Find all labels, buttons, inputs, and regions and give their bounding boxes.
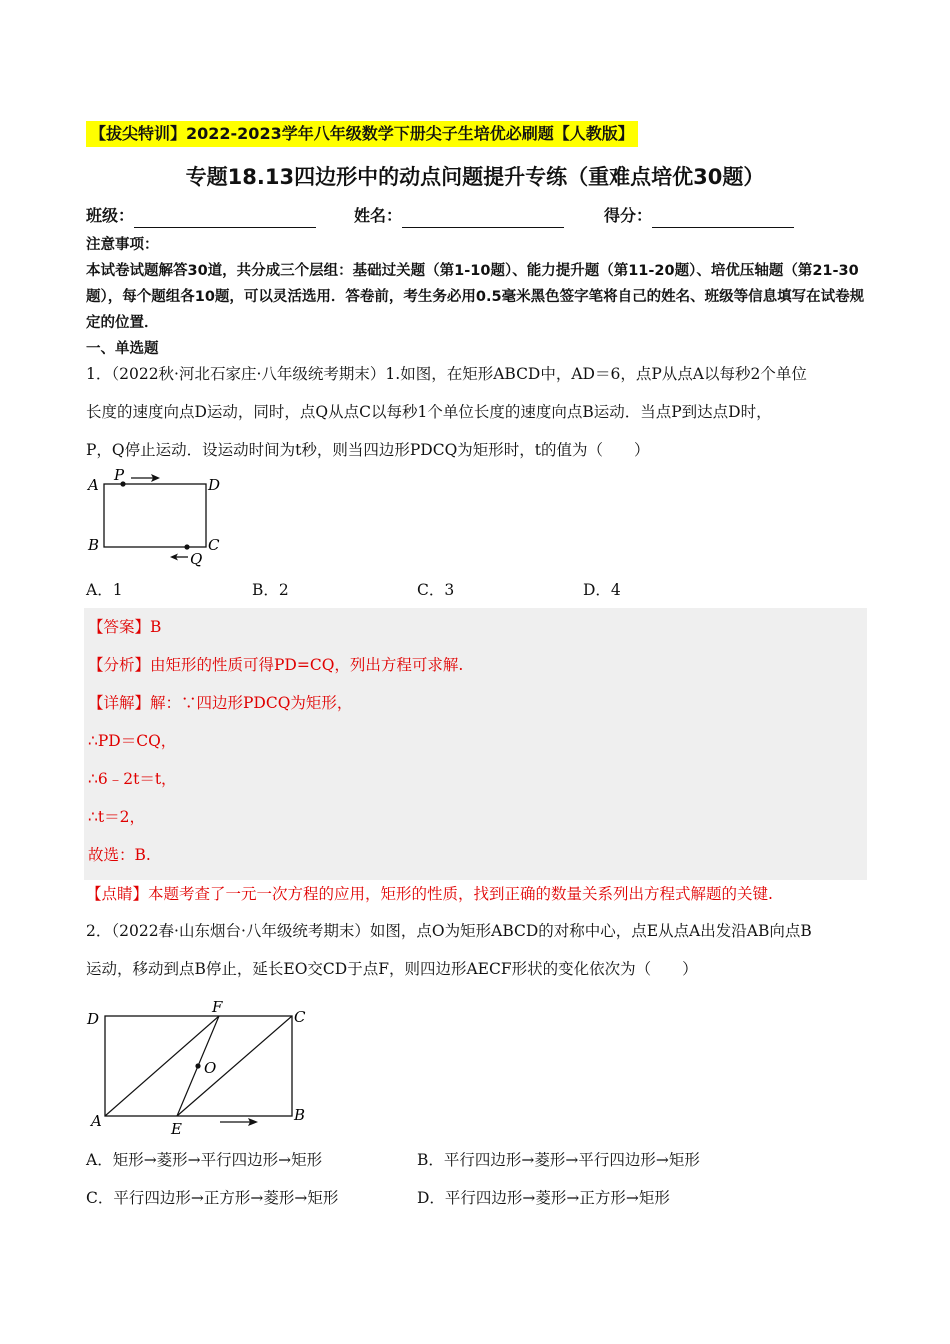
q2-option-d: D．平行四边形→菱形→正方形→矩形 — [417, 1189, 670, 1207]
question-1-text — [86, 355, 872, 469]
q1-answer: 【答案】B — [88, 618, 162, 636]
class-field — [86, 204, 316, 228]
q2-label-b: B — [294, 1106, 306, 1124]
score-field — [604, 204, 794, 228]
q1-option-d: D．4 — [583, 581, 621, 599]
q1-option-a: A．1 — [86, 581, 123, 599]
q2-option-c: C．平行四边形→正方形→菱形→矩形 — [86, 1189, 339, 1207]
q2-line-1: 2．（2022春·山东烟台·八年级统考期末）如图，点O为矩形ABCD的对称中心，点E从点A出发沿AB向点B — [86, 922, 812, 940]
q2-label-d: D — [87, 1010, 100, 1028]
q1-point-q — [184, 544, 189, 549]
name-blank — [402, 207, 564, 228]
question-2-text — [86, 912, 872, 988]
q1-label-q: Q — [190, 550, 203, 568]
score-label: 得分： — [604, 206, 653, 225]
q1-solution-step-1: ∴PD＝CQ， — [88, 732, 177, 750]
q2-option-b: B．平行四边形→菱形→平行四边形→矩形 — [417, 1151, 700, 1169]
q1-line-3: P，Q停止运动．设运动时间为t秒，则当四边形PDCQ为矩形时，t的值为（ ） — [86, 441, 650, 459]
q2-option-a: A．矩形→菱形→平行四边形→矩形 — [86, 1151, 323, 1169]
q1-option-c: C．3 — [417, 581, 455, 599]
q1-analysis: 【分析】由矩形的性质可得PD=CQ，列出方程可求解. — [88, 656, 464, 674]
q1-line-2: 长度的速度向点D运动，同时，点Q从点C以每秒1个单位长度的速度向点B运动．当点P到达点D时， — [86, 403, 772, 421]
q2-segment-ec — [177, 1016, 292, 1116]
section-heading: 一、单选题 — [86, 341, 159, 357]
notes-heading: 注意事项： — [86, 237, 159, 253]
q2-label-c: C — [294, 1008, 306, 1026]
q1-solution-intro: 【详解】解：∵四边形PDCQ为矩形， — [88, 694, 353, 712]
series-banner: 【拔尖特训】2022-2023学年八年级数学下册尖子生培优必刷题【人教版】 — [86, 121, 638, 147]
class-blank — [134, 207, 316, 228]
q1-rectangle — [104, 484, 206, 547]
q1-answer-box — [84, 608, 867, 880]
q1-line-1: 1．（2022秋·河北石家庄·八年级统考期末）1.如图，在矩形ABCD中，AD＝6，点P从点A以每秒2个单位 — [86, 365, 807, 383]
q1-solution-step-3: ∴t＝2， — [88, 808, 145, 826]
notes-body: 本试卷试题解答30道，共分成三个层组：基础过关题（第1-10题）、能力提升题（第11-20题）、培优压轴题（第21-30题），每个题组各10题，可以灵活选用．答卷前，考生务必用0.5毫米黑色签字笔将自己的姓名、班级等信息填写在试卷规定的位置． — [86, 263, 865, 331]
q1-solution-step-2: ∴6﹣2t＝t， — [88, 770, 177, 788]
q1-label-b: B — [88, 536, 100, 554]
q1-choice: 故选：B. — [88, 846, 151, 864]
q1-figure — [84, 466, 234, 574]
q2-point-o — [195, 1063, 200, 1068]
q1-option-b: B．2 — [252, 581, 289, 599]
q2-label-a: A — [91, 1112, 102, 1130]
q2-label-o: O — [204, 1059, 217, 1077]
name-field — [354, 204, 564, 228]
class-label: 班级： — [86, 206, 135, 225]
q2-label-f: F — [212, 1000, 223, 1016]
q2-figure — [84, 1000, 320, 1136]
score-blank — [652, 207, 794, 228]
q1-label-a: A — [88, 476, 99, 494]
q2-label-e: E — [171, 1120, 182, 1136]
name-label: 姓名： — [354, 206, 403, 225]
q1-comment: 【点睛】本题考查了一元一次方程的应用，矩形的性质，找到正确的数量关系列出方程式解题的关键. — [86, 885, 773, 903]
q1-label-p: P — [114, 466, 125, 484]
q2-segment-af — [105, 1016, 219, 1116]
q1-label-c: C — [208, 536, 220, 554]
instructions — [86, 232, 870, 362]
q1-label-d: D — [208, 476, 221, 494]
page-title: 专题18.13四边形中的动点问题提升专练（重难点培优30题） — [185, 165, 765, 189]
q2-line-2: 运动，移动到点B停止，延长EO交CD于点F，则四边形AECF形状的变化依次为（ ） — [86, 960, 698, 978]
